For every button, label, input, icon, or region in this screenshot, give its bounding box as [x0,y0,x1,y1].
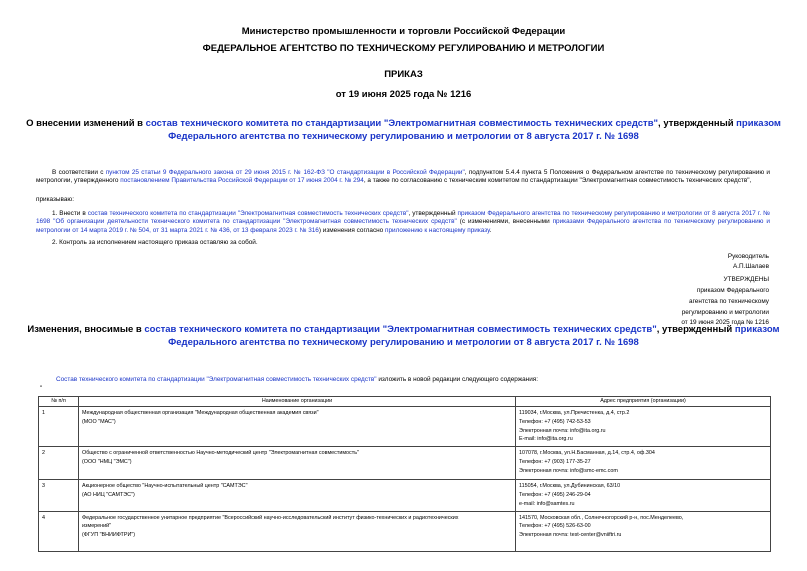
org-name: Общество с ограниченной ответственностью Научно-методический центр "Электромагнитная совместимость" [82,450,359,457]
organization-cell [79,407,516,447]
org-abbrev: (ООО "НМЦ "ЭМС") [82,458,132,465]
table-row [39,480,771,511]
email: Электронная почта: info@smc-emc.com [519,467,618,474]
link-amending-orders[interactable]: приказами Федерального агентства по техническому регулированию и метрологии от 14 марта 2019 г. № 504, от 31 марта 2021 г. № 436, от 13 февраля 2023 г. № 316 [36,218,770,234]
row-number: 1 [39,407,79,447]
title-link-order[interactable]: Федерального агентства по техническому регулированию и метрологии от 8 августа 2017 г. № 1698 [168,131,639,142]
changes-link-committee[interactable]: состав технического комитета по стандартизации "Электромагнитная совместимость технических средств" [144,324,657,335]
address-cell [516,407,771,447]
quote-mark: " [40,385,43,392]
email: e-mail: info@samtes.ru [519,500,575,507]
phone: Телефон: +7 (903) 177-35-27 [519,458,591,465]
intro-paragraph [56,376,538,384]
changes-title [0,323,807,349]
address-cell [516,480,771,511]
order-title [0,117,807,143]
changes-link-order[interactable]: Федерального агентства по техническому регулированию и метрологии от 8 августа 2017 г. № 1698 [168,337,639,348]
changes-link-order[interactable]: приказом [734,324,780,335]
link-committee[interactable]: состав технического комитета по стандартизации "Электромагнитная совместимость технических средств" [87,210,409,217]
text: . [489,226,492,234]
approved-label: УТВЕРЖДЕНЫ [723,276,769,283]
link-order-1698[interactable]: приказом Федерального агентства по техническому регулированию и метрологии от 8 августа 2017 г. № 1698 "Об организации деятельности технического комитета по стандартизации "Электромагнитная совместимость технических средств" [36,210,770,226]
org-abbrev: (МОО "МАС") [82,418,116,425]
organization-cell [79,480,516,511]
link-committee[interactable]: Состав технического комитета по стандартизации "Электромагнитная совместимость технических средств" [56,376,377,383]
ministry-name: Министерство промышленности и торговли Российской Федерации [241,26,566,37]
text: , утвержденный [408,210,458,217]
text: (с изменениями, внесенными [456,218,553,226]
organization-cell [79,447,516,480]
committee-table [38,396,771,552]
approved-line: от 19 июня 2025 года № 1216 [681,319,769,326]
phone: Телефон: +7 (495) 246-29-04 [519,491,591,498]
organization-cell [79,511,516,551]
table-row [39,511,771,551]
text: изложить в новой редакции следующего содержания: [376,376,539,383]
text: 1. Внести в [52,210,88,217]
org-abbrev: (ФГУП "ВНИИФТРИ") [82,532,136,539]
title-text: , утвержденный [656,324,735,335]
title-text: Изменения, вносимые в [27,324,145,335]
col-header-organization: Наименование организации [79,397,516,407]
org-abbrev: (АО НИЦ "САМТЭС") [82,491,135,498]
approved-line: агентства по техническому [689,298,769,305]
row-number: 4 [39,511,79,551]
signature-name: А.П.Шалаев [732,263,769,270]
clause-1 [36,210,770,235]
email: Электронная почта: test-center@vniiftri.ru [519,532,622,539]
org-name: Федеральное государственное унитарное предприятие "Всероссийский научно-исследовательский институт физико-технических и радиотехнических [82,514,459,521]
email: E-mail: info@ita.org.ru [519,436,573,443]
address-cell [516,511,771,551]
org-name-cont: измерений" [82,523,112,530]
link-government-decree[interactable]: постановлением Правительства Российской Федерации от 17 июня 2004 г. № 294 [120,177,364,185]
doc-date-number: от 19 июня 2025 года № 1216 [335,89,472,100]
row-number: 2 [39,447,79,480]
clause-2: 2. Контроль за исполнением настоящего приказа оставляю за собой. [52,239,258,246]
address-line: 115054, г.Москва, ул.Дубининская, 63/10 [519,483,621,490]
address-line: 119034, г.Москва, ул.Пречистенка, д.4, стр.2 [519,410,630,416]
phone: Телефон: +7 (495) 742-53-53 [519,418,591,425]
email: Электронная почта: info@ita.org.ru [519,427,606,434]
link-federal-law[interactable]: пунктом 25 статьи 9 Федерального закона от 29 июня 2015 г. № 162-ФЗ "О стандартизации в Российской Федерации" [105,169,465,176]
order-word: приказываю: [36,196,74,203]
table-row [39,447,771,480]
agency-name: ФЕДЕРАЛЬНОЕ АГЕНТСТВО ПО ТЕХНИЧЕСКОМУ РЕГУЛИРОВАНИЮ И МЕТРОЛОГИИ [202,43,605,54]
title-link-committee[interactable]: состав технического комитета по стандартизации "Электромагнитная совместимость технических средств" [145,118,659,129]
col-header-number: № п/п [39,397,79,407]
address-cell [516,447,771,480]
row-number: 3 [39,480,79,511]
text: , подпунктом 5.4.4 пункта 5 Положения о Федеральном агентстве по техническому регулированию и метрологии, утвержденного [36,169,770,185]
address-line: 141570, Московская обл., Солнечногорский р-н, пос.Менделеево, [519,514,684,521]
table-row [39,407,771,447]
approved-line: приказом Федерального [696,287,769,294]
org-name: Международная общественная организация "Международная общественная академия связи" [82,410,319,416]
text: В соответствии с [52,169,106,176]
doc-type: ПРИКАЗ [384,69,423,80]
preamble-paragraph [36,169,770,186]
text: , а также по согласованию с техническим комитетом по стандартизации "Электромагнитная совместимость технических средств", [363,177,752,185]
table-header-row [39,397,771,407]
title-text: , утвержденный [658,118,737,129]
link-appendix[interactable]: приложению к настоящему приказу [385,226,490,234]
phone: Телефон: +7 (495) 526-63-00 [519,523,591,530]
address-line: 107078, г.Москва, ул.Н.Басманная, д.14, стр.4, оф.304 [519,450,655,457]
title-text: О внесении изменений в [26,118,146,129]
col-header-address: Адрес предприятия (организации) [516,397,771,407]
org-name: Акционерное общество "Научно-испытательный центр "САМТЭС" [82,483,248,490]
title-link-order[interactable]: приказом [736,118,781,129]
approved-line: регулированию и метрологии [681,309,769,316]
text: ) изменения согласно [318,226,385,234]
signature-role: Руководитель [727,253,769,260]
